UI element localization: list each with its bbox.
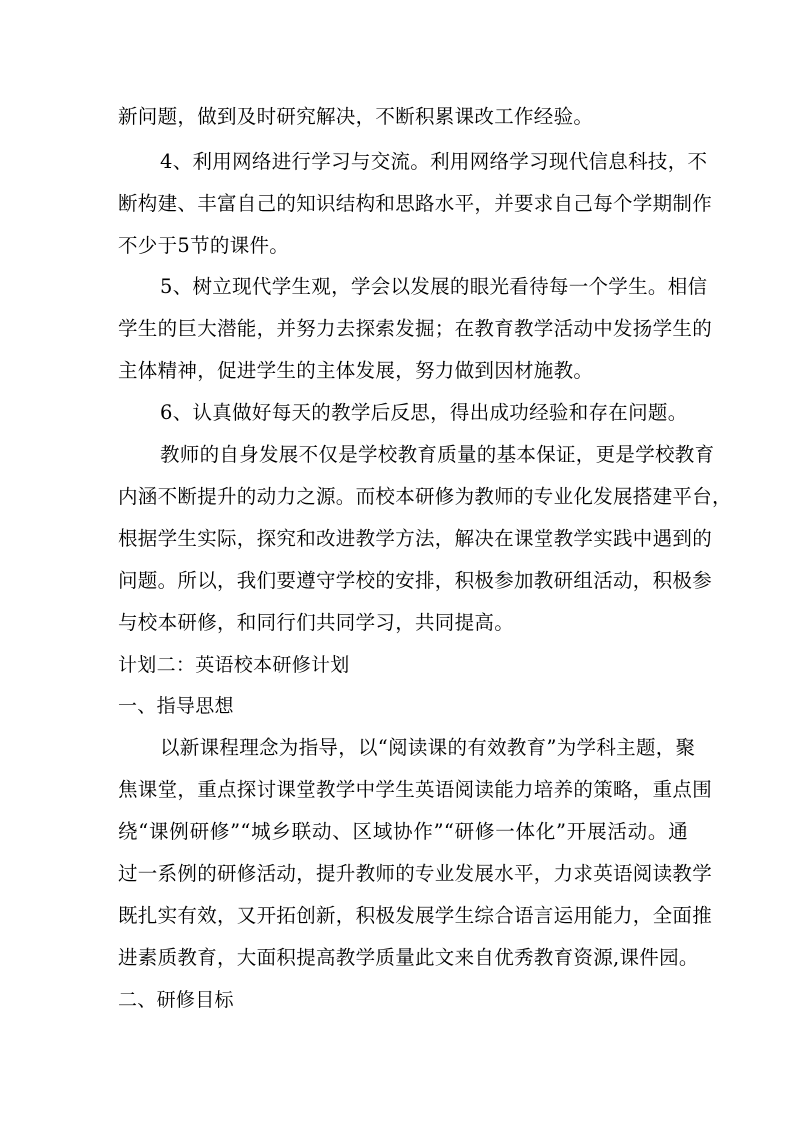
paragraph-line: 断构建、丰富自己的知识结构和思路水平，并要求自己每个学期制作: [118, 192, 713, 215]
paragraph-line: 进素质教育，大面积提高教学质量此文来自优秀教育资源,课件园。: [118, 946, 699, 969]
paragraph-line: 主体精神，促进学生的主体发展，努力做到因材施教。: [118, 359, 594, 382]
paragraph-line: 学生的巨大潜能，并努力去探索发掘；在教育教学活动中发扬学生的: [118, 317, 713, 340]
section-heading: 二、研修目标: [118, 989, 234, 1011]
paragraph-line: 4、利用网络进行学习与交流。利用网络学习现代信息科技，不: [160, 150, 708, 173]
paragraph-line: 绕“课例研修”“城乡联动、区域协作”“研修一体化”开展活动。通: [118, 820, 688, 843]
paragraph-line: 5、树立现代学生观，学会以发展的眼光看待每一个学生。相信: [160, 275, 708, 298]
paragraph-line: 过一系例的研修活动，提升教师的专业发展水平，力求英语阅读教学: [118, 862, 713, 885]
paragraph-line: 6、认真做好每天的教学后反思，得出成功经验和存在问题。: [160, 401, 688, 424]
paragraph-line: 以新课程理念为指导，以“阅读课的有效教育”为学科主题，聚: [160, 736, 696, 759]
section-heading: 计划二：英语校本研修计划: [118, 654, 350, 676]
paragraph-line: 内涵不断提升的动力之源。而校本研修为教师的专业化发展搭建平台，: [118, 485, 732, 508]
paragraph-line: 焦课堂，重点探讨课堂教学中学生英语阅读能力培养的策略，重点围: [118, 778, 713, 801]
paragraph-line: 问题。所以，我们要遵守学校的安排，积极参加教研组活动，积极参: [118, 569, 713, 592]
paragraph-line: 新问题，做到及时研究解决，不断积累课改工作经验。: [118, 105, 594, 128]
paragraph-line: 不少于5节的课件。: [118, 234, 290, 257]
paragraph-line: 与校本研修，和同行们共同学习，共同提高。: [118, 611, 515, 634]
paragraph-line: 根据学生实际，探究和改进教学方法，解决在课堂教学实践中遇到的: [118, 527, 713, 550]
paragraph-line: 教师的自身发展不仅是学校教育质量的基本保证，更是学校教育: [160, 443, 715, 466]
section-heading: 一、指导思想: [118, 695, 234, 717]
paragraph-line: 既扎实有效，又开拓创新，积极发展学生综合语言运用能力，全面推: [118, 904, 713, 927]
